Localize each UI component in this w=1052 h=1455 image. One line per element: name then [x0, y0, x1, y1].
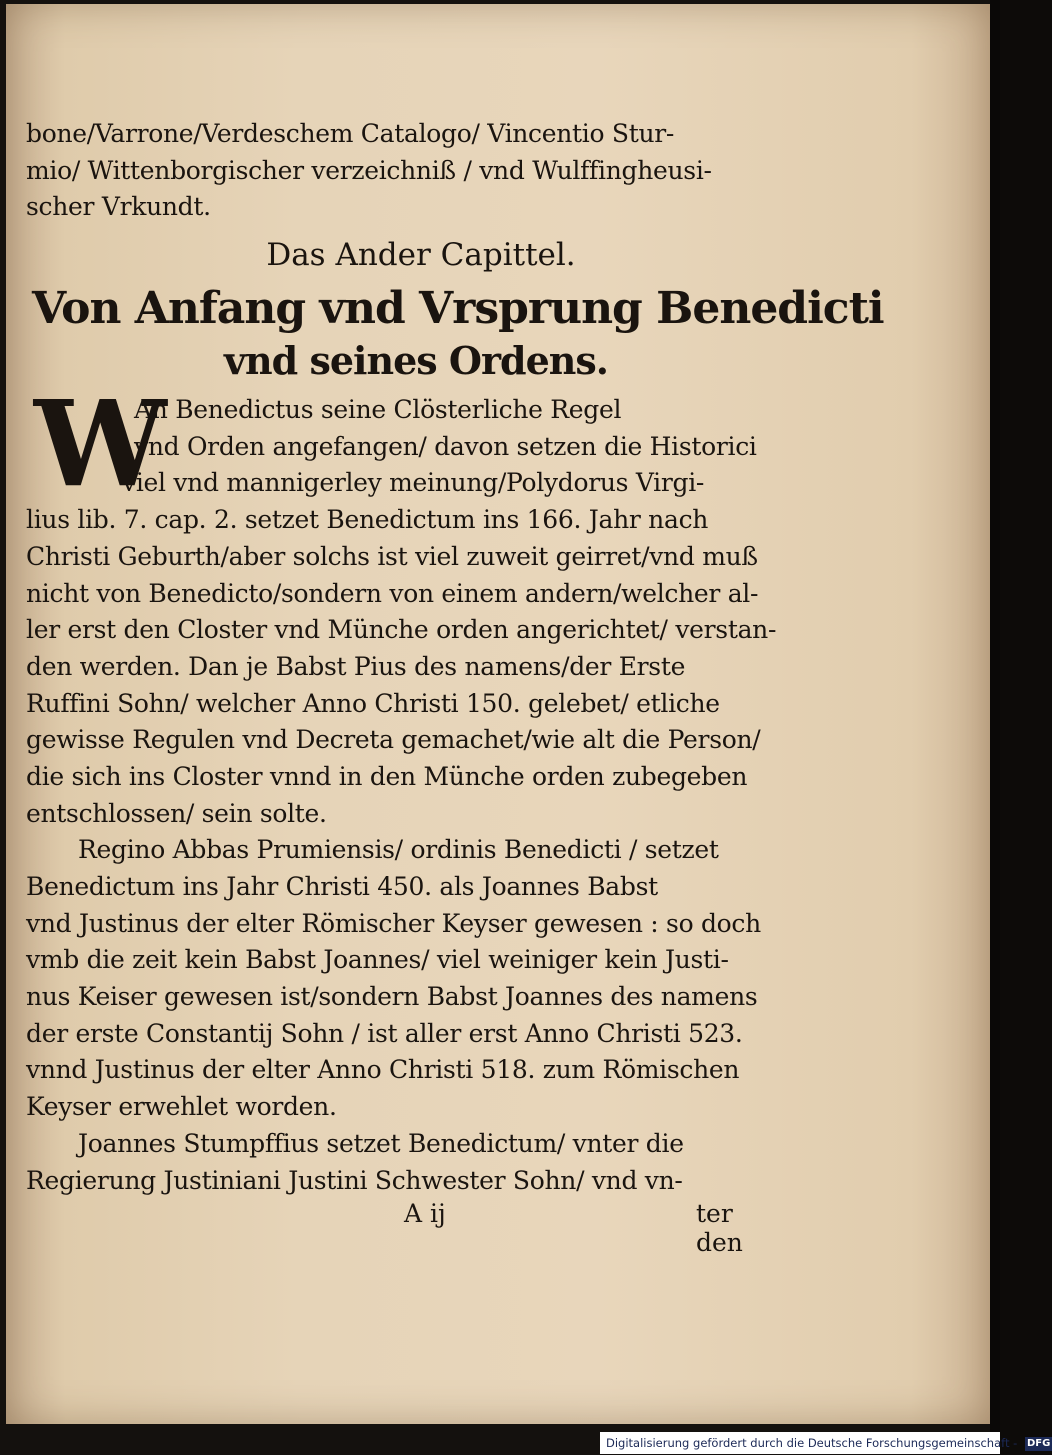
signature-mark: A ij: [404, 1199, 446, 1229]
chapter-title-continued: vnd seines Ordens.: [223, 338, 609, 384]
dfg-logo-icon: DFG: [1026, 1437, 1051, 1449]
funding-credit-text: Digitalisierung gefördert durch die Deutsche Forschungsgemeinschaft -: [606, 1436, 1018, 1450]
drop-cap: W: [34, 374, 167, 514]
opening-paragraph: [26, 374, 777, 832]
chapter-title: Von Anfang vnd Vrsprung Benedicti: [32, 283, 884, 335]
text-line: viel vnd mannigerley meinung/Polydorus Virgi-: [122, 468, 705, 498]
text-line: Christi Geburth/aber solchs ist viel zuweit geirret/vnd muß: [26, 541, 758, 571]
third-paragraph: [26, 1126, 766, 1199]
second-paragraph: [26, 832, 766, 1126]
chapter-heading: Das Ander Capittel.: [266, 237, 576, 274]
catchword: ter den: [696, 1199, 743, 1258]
page-text: [26, 116, 884, 1258]
text-line: mio/ Wittenborgischer verzeichniß / vnd Wulffingheusi-: [26, 155, 712, 185]
scan-edge: [990, 0, 1000, 1455]
text-line: scher Vrkundt.: [26, 192, 211, 222]
text-line: An Benedictus seine Clösterliche Regel: [134, 395, 622, 425]
text-line: nicht von Benedicto/sondern von einem andern/welcher al-: [26, 578, 759, 608]
text-line: Ruffini Sohn/ welcher Anno Christi 150. gelebet/ etliche: [26, 688, 720, 718]
text-line: die sich ins Closter vnnd in den Münche orden zubegeben: [26, 761, 748, 791]
text-line: Joannes Stumpffius setzet Benedictum/ vnter die: [78, 1128, 684, 1158]
text-line: der erste Constantij Sohn / ist aller erst Anno Christi 523.: [26, 1018, 743, 1048]
text-line: Regino Abbas Prumiensis/ ordinis Benedicti / setzet: [78, 835, 719, 865]
text-line: vmb die zeit kein Babst Joannes/ viel weiniger kein Justi-: [26, 945, 729, 975]
text-line: vnnd Justinus der elter Anno Christi 518. zum Römischen: [26, 1055, 740, 1085]
text-line: ler erst den Closter vnd Münche orden angerichtet/ verstan-: [26, 615, 777, 645]
text-line: gewisse Regulen vnd Decreta gemachet/wie alt die Person/: [26, 725, 761, 755]
text-line: den werden. Dan je Babst Pius des namens/der Erste: [26, 651, 686, 681]
text-line: Keyser erwehlet worden.: [26, 1092, 337, 1122]
book-page: [6, 4, 990, 1424]
text-line: vnd Justinus der elter Römischer Keyser gewesen : so doch: [26, 908, 761, 938]
text-line: Benedictum ins Jahr Christi 450. als Joannes Babst: [26, 872, 658, 901]
funding-credit-bar: [600, 1432, 1051, 1454]
text-line: Regierung Justiniani Justini Schwester Sohn/ vnd vn-: [26, 1165, 683, 1195]
text-line: entschlossen/ sein solte.: [26, 798, 327, 828]
text-line: bone/Varrone/Verdeschem Catalogo/ Vincentio Stur-: [26, 119, 675, 148]
text-line: nus Keiser gewesen ist/sondern Babst Joannes des namens: [26, 982, 758, 1012]
text-line: vnd Orden angefangen/ davon setzen die Historici: [134, 431, 757, 461]
intro-lines: [26, 116, 766, 226]
text-line: lius lib. 7. cap. 2. setzet Benedictum ins 166. Jahr nach: [26, 505, 709, 535]
page-footer: [26, 1199, 766, 1258]
